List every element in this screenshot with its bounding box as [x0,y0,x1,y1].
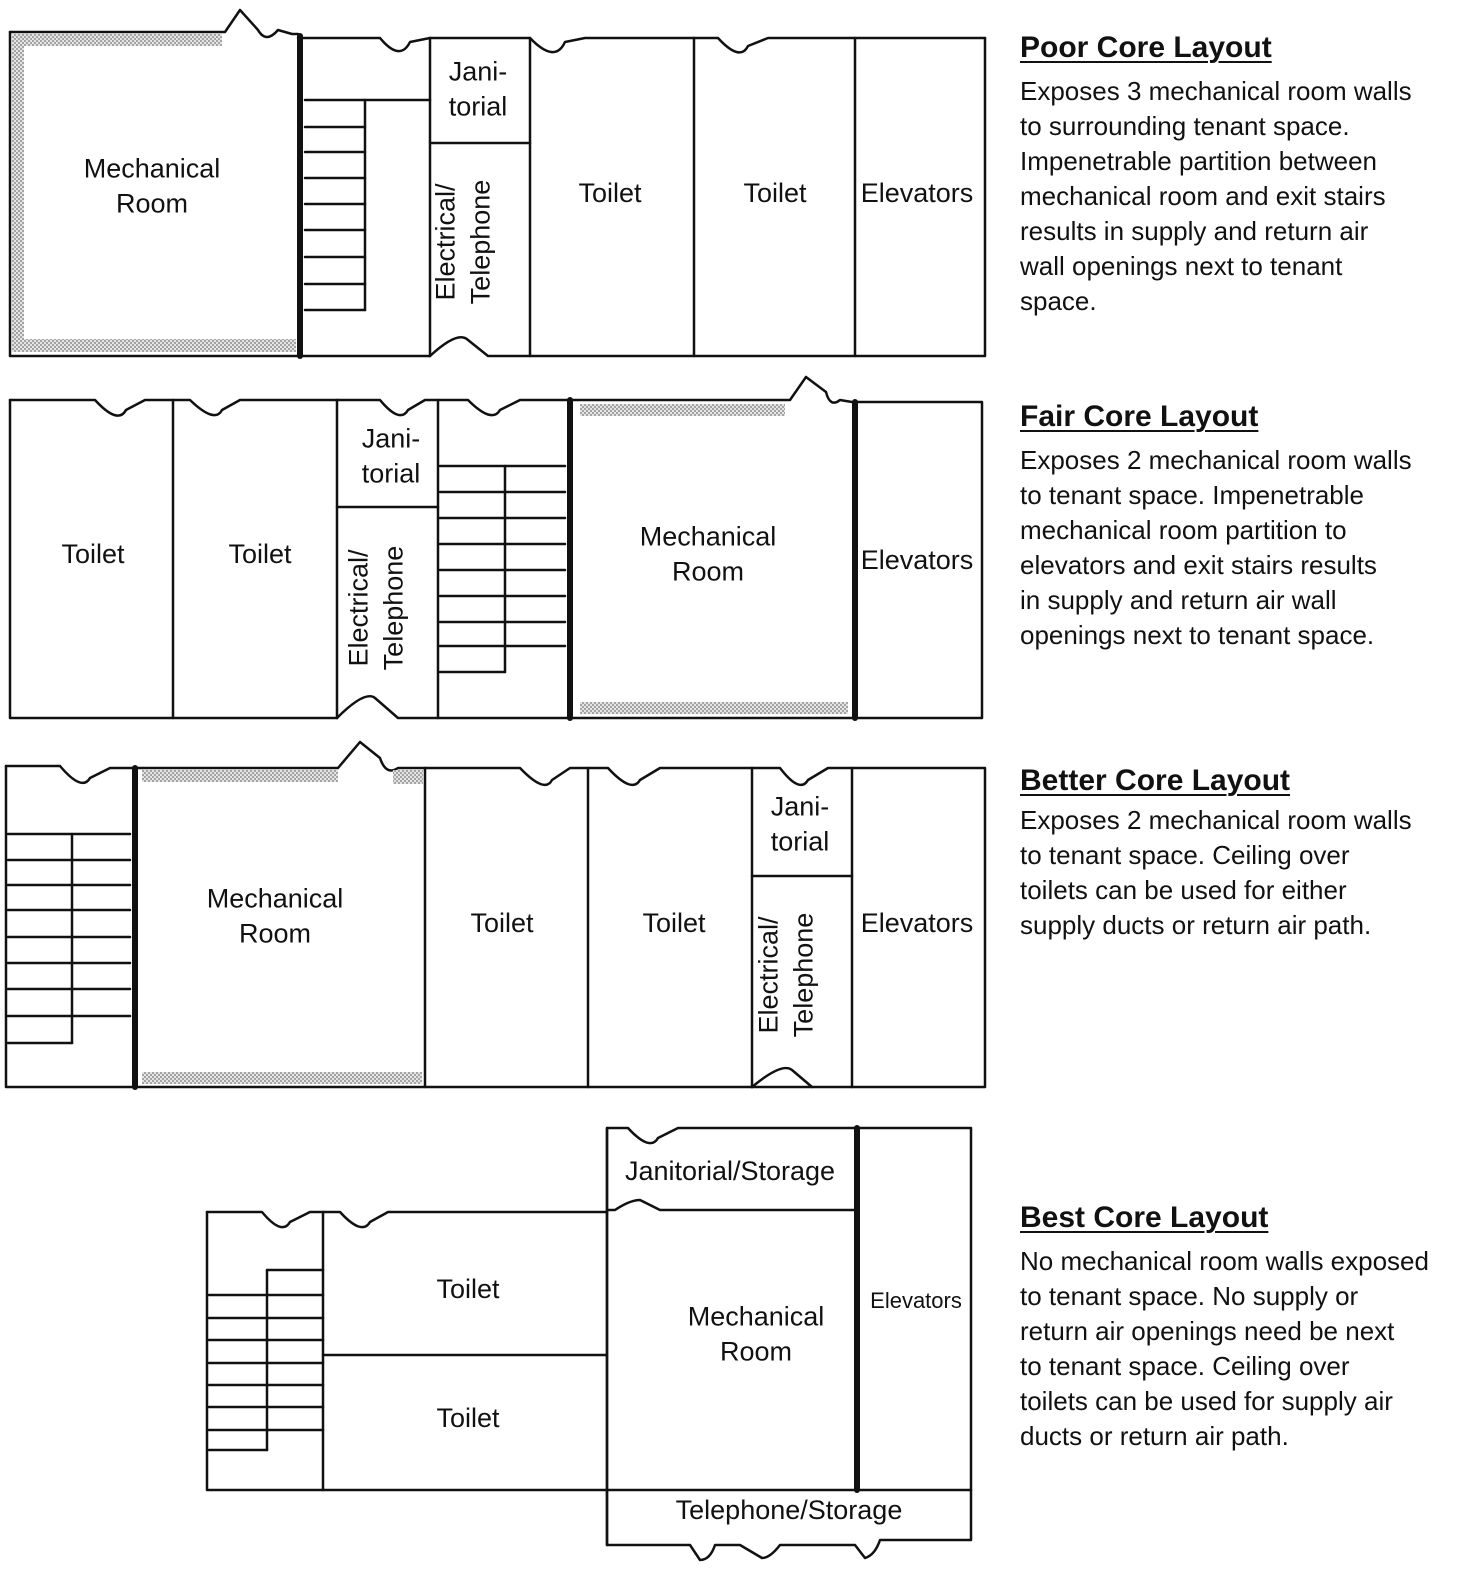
best-toilet-1-label: Toilet [436,1274,500,1304]
poor-elevators-label: Elevators [860,178,974,208]
fair-core-description [1020,399,1478,653]
fair-core-plan [10,377,982,718]
better-janitorial-label: Jani-torial [770,791,830,857]
better-core-text: Exposes 2 mechanical room walls to tenant space. Ceiling over toilets can be used for either supply ducts or return air path. [1020,805,1412,940]
better-toilet-1-label: Toilet [470,908,534,938]
best-core-text: No mechanical room walls exposed to tenant space. No supply or return air openings need be next to tenant space. Ceiling over toilets can be used for supply air ducts or return air path. [1020,1246,1429,1451]
best-janitorial-storage-label: Janitorial/Storage [624,1156,836,1186]
fair-toilet-2-label: Toilet [228,539,292,569]
better-elevators-label: Elevators [860,908,974,938]
better-core-description [1020,763,1478,943]
better-core-title: Better Core Layout [1020,764,1291,797]
best-mechanical-room-label: Mechanical Room [687,1301,825,1367]
fair-core-title: Fair Core Layout [1020,400,1259,433]
poor-core-title: Poor Core Layout [1020,31,1272,64]
better-toilet-2-label: Toilet [642,908,706,938]
best-core-description [1020,1200,1478,1454]
fair-electrical-telephone-label: Electrical/ Telephone [343,545,409,671]
poor-electrical-telephone-label: Electrical/ Telephone [430,179,496,305]
poor-mechanical-room-label: Mechanical Room [83,153,221,219]
better-electrical-telephone-label: Electrical/ Telephone [753,912,819,1038]
best-toilet-2-label: Toilet [436,1403,500,1433]
fair-janitorial-label: Jani-torial [361,423,421,489]
poor-core-description [1020,30,1478,319]
fair-mechanical-room-label: Mechanical Room [639,521,777,587]
best-core-title: Best Core Layout [1020,1201,1269,1234]
fair-toilet-1-label: Toilet [61,539,125,569]
best-elevators-label: Elevators [870,1288,962,1313]
fair-elevators-label: Elevators [860,545,974,575]
poor-core-text: Exposes 3 mechanical room walls to surrounding tenant space. Impenetrable partition between mechanical room and exit stairs results in supply and return air wall openings next to tenant space. [1020,76,1412,316]
best-telephone-storage-label: Telephone/Storage [675,1495,903,1525]
better-mechanical-room-label: Mechanical Room [206,883,344,949]
fair-core-text: Exposes 2 mechanical room walls to tenant space. Impenetrable mechanical room partition to elevators and exit stairs results in supply and return air wall openings next to tenant space. [1020,445,1412,650]
poor-toilet-2-label: Toilet [743,178,807,208]
poor-janitorial-label: Jani-torial [448,56,508,122]
poor-toilet-1-label: Toilet [578,178,642,208]
